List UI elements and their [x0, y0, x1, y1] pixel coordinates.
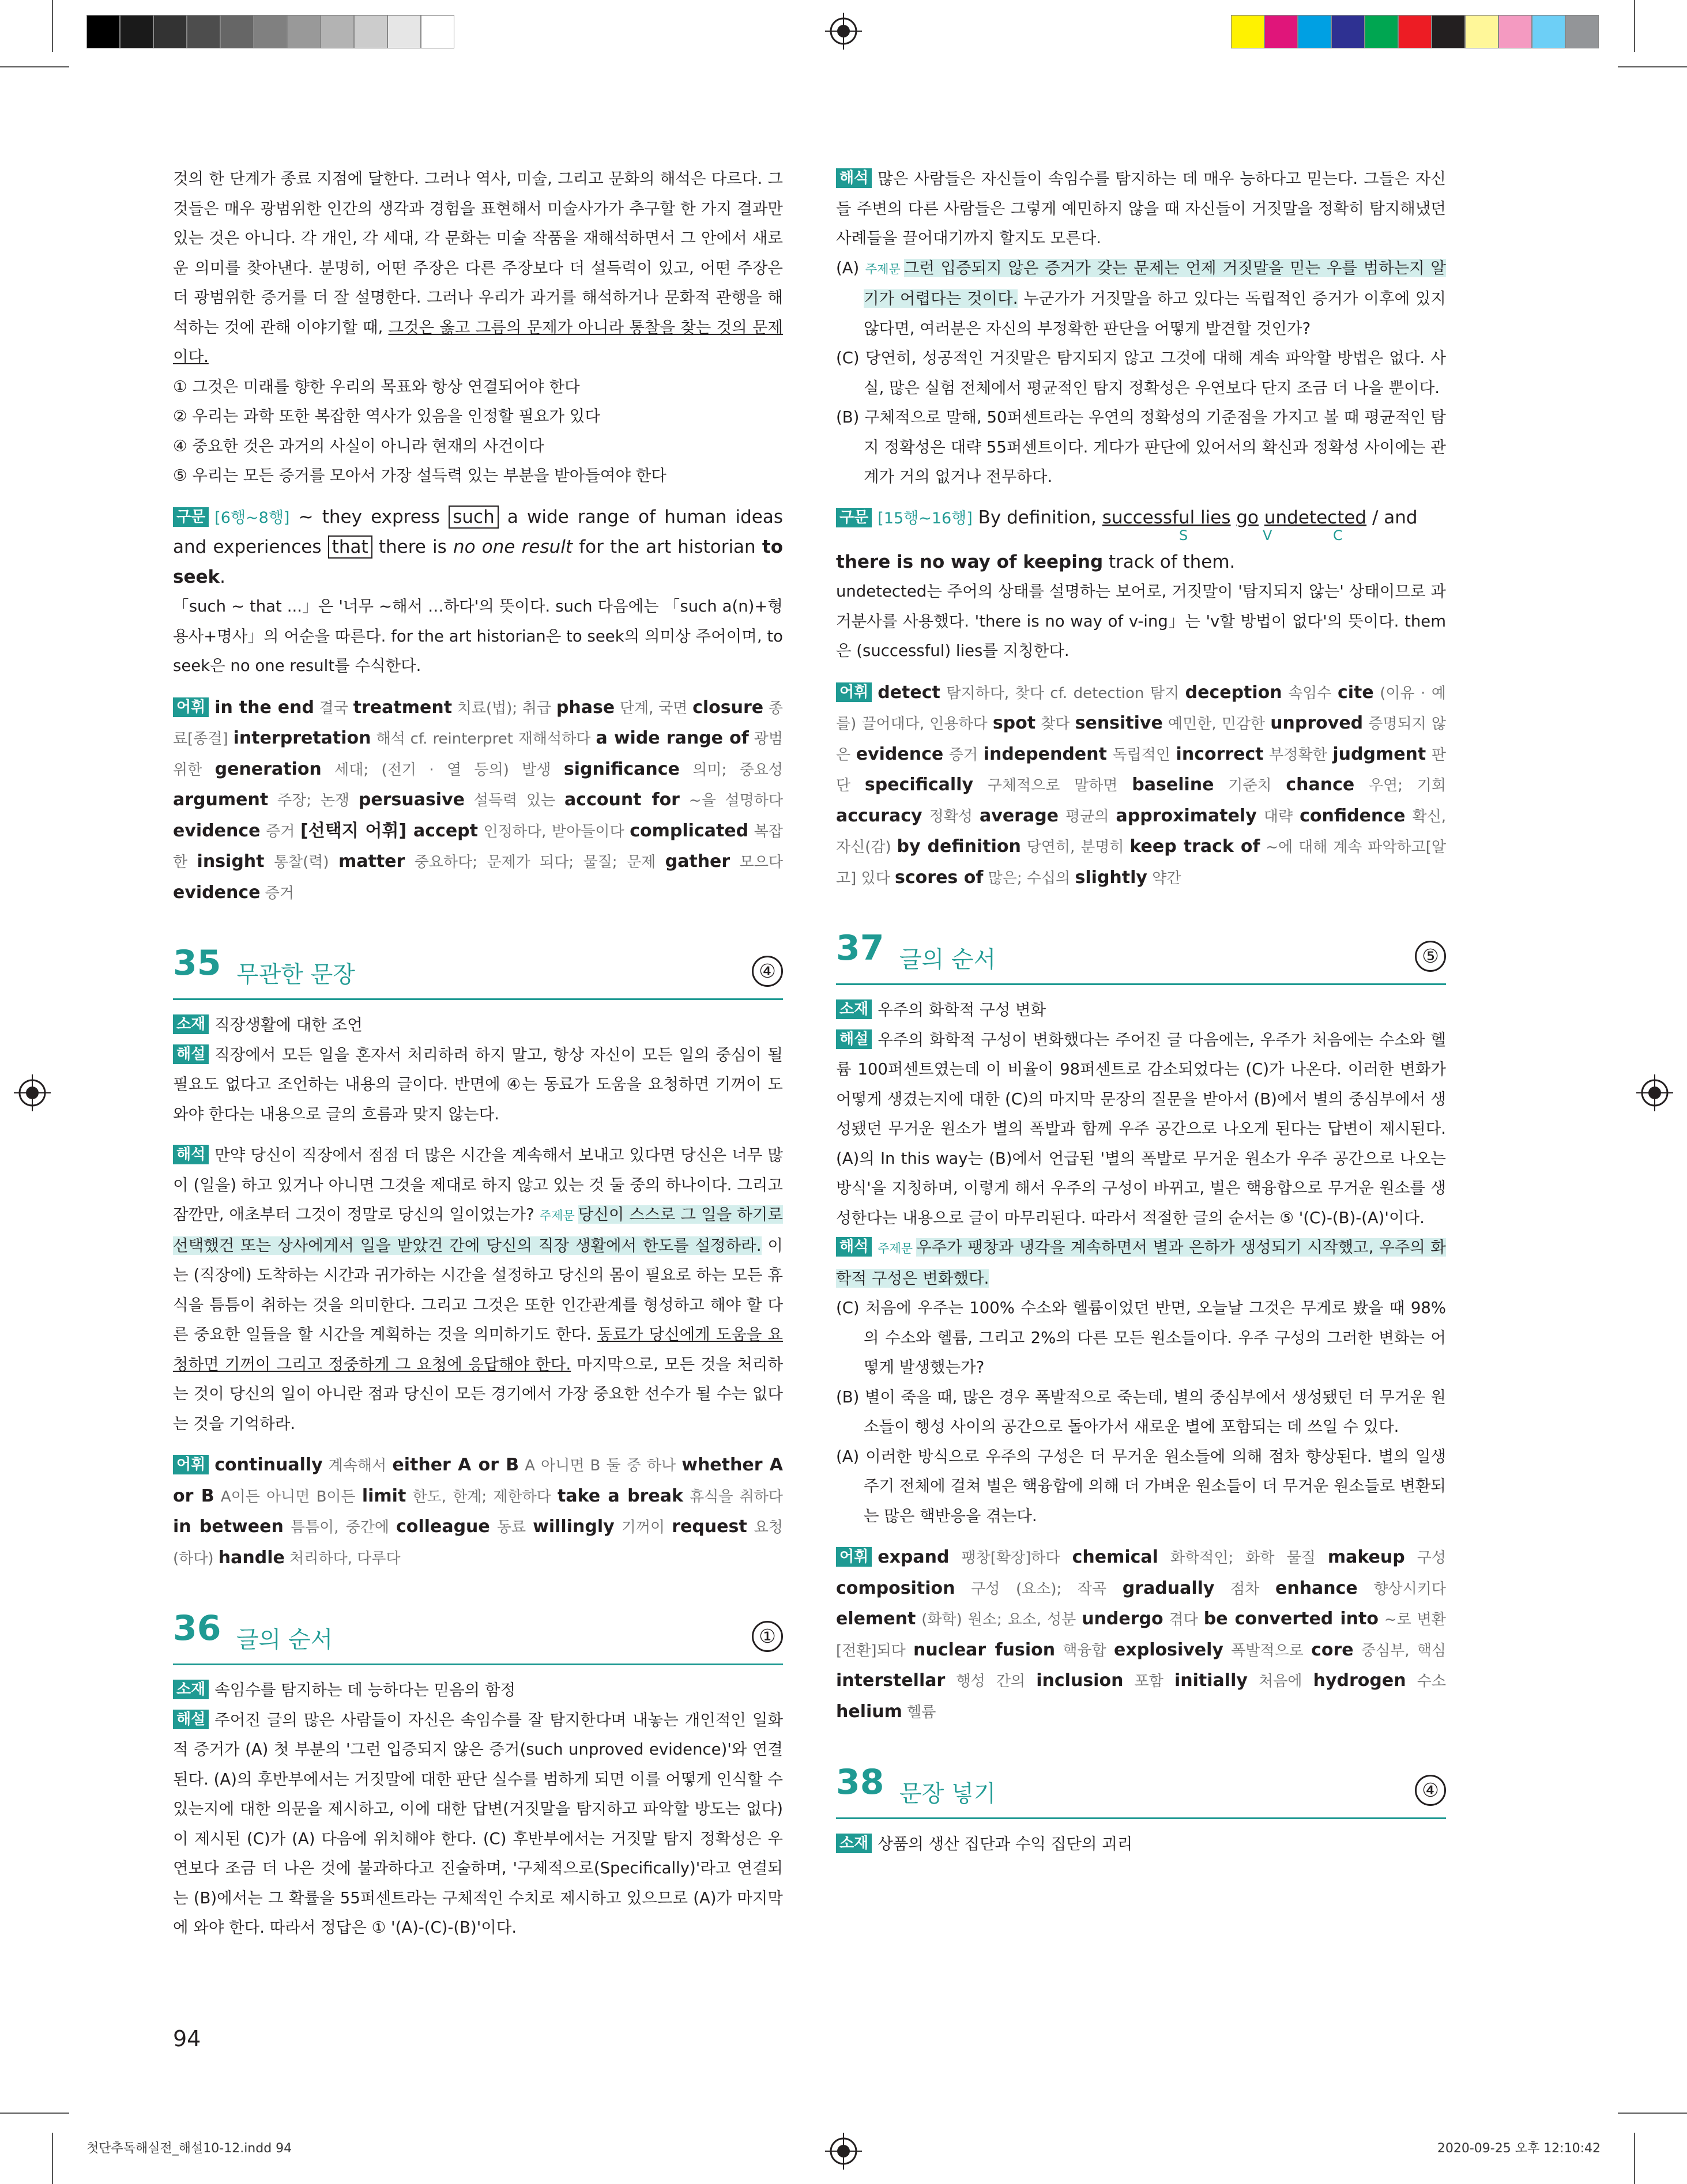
- explanation-paragraph: 해설 직장에서 모든 일을 혼자서 처리하려 하지 말고, 항상 자신이 모든 일의 중심이 될 필요도 없다고 조언하는 내용의 글이다. 반면에 ④는 동료가 도움을 요청하면 기꺼이 도와야 한다는 내용으로 글의 흐름과 맞지 않는다.: [173, 1045, 783, 1123]
- vocab-gloss: 증명되지 않은: [836, 715, 1446, 764]
- vocab-gloss: A 아니면 B 둘 중 하나: [519, 1457, 682, 1474]
- vocab-gloss: 틈틈이, 중간에: [283, 1519, 397, 1536]
- answer-badge: ⑤: [1415, 941, 1446, 972]
- answer-option: ⑤ 우리는 모든 증거를 모아서 가장 설득력 있는 부분을 받아들여야 한다: [173, 466, 666, 485]
- vocab-gloss: 대략: [1256, 808, 1300, 825]
- vocab-term: account for: [564, 790, 680, 810]
- section-number: 36: [173, 1608, 221, 1649]
- vocab-term: average: [980, 805, 1059, 826]
- color-swatch: [321, 15, 354, 48]
- intro-paragraph: 것의 한 단계가 종료 지점에 달한다. 그러나 역사, 미술, 그리고 문화의 해석은 다르다. 그것들은 매우 광범위한 인간의 생각과 경험을 표현해서 미술사가가 추구할 한 가지 결과만 있는 것은 아니다. 각 개인, 각 세대, 각 문화는 미술 작품을 재해석하면서 그 안에서 새로운 의미를 찾아낸다. 분명히, 어떤 주장은 다른 주장보다 더 설득력이 있고, 어떤 주장은 더 광범위한 증거를 더 잘 설명한다. 그러나 우리가 과거를 해석하거나 문화적 관행을 해석하는 것에 관해 이야기할 때, 그것은 옳고 그름의 문제가 아니라 통찰을 찾는 것의 문제이다.: [173, 169, 783, 366]
- vocab-gloss: 주장; 논쟁: [268, 792, 359, 809]
- section-title: 문장 넣기: [899, 1781, 996, 1807]
- vocab-term: generation: [214, 759, 322, 779]
- crop-mark: [0, 2113, 69, 2114]
- vocab-term: independent: [983, 744, 1107, 764]
- vocab-term: take a break: [558, 1485, 683, 1506]
- vocab-gloss: (이유 · 예를) 끌어대다, 인용하다: [836, 684, 1446, 733]
- option-paragraph: (C) 처음에 우주는 100% 수소와 헬륨이었던 반면, 오늘날 그것은 무게로 봤을 때 98%의 수소와 헬륨, 그리고 2%의 다른 모든 원소들이다. 우주 구성의 그러한 변화는 어떻게 발생했는가?: [836, 1299, 1446, 1376]
- vocab-gloss: 우연; 기회: [1354, 777, 1446, 794]
- vocab-term: request: [672, 1517, 747, 1537]
- vocab-gloss: 탐지하다, 찾다 cf. detection 탐지: [940, 684, 1185, 702]
- registration-mark-icon: [825, 2133, 862, 2170]
- vocab-term: complicated: [630, 820, 749, 841]
- section-title: 글의 순서: [899, 946, 996, 973]
- vocab-term: keep track of: [1129, 836, 1260, 857]
- grammar-markers: S V C: [1179, 527, 1343, 544]
- registration-mark-icon: [14, 1074, 51, 1111]
- vocab-gloss: 구체적으로 말하면: [973, 777, 1132, 794]
- vocab-term: evidence: [856, 744, 944, 764]
- color-swatch: [287, 15, 321, 48]
- translation-paragraph: 해석 주제문 우주가 팽창과 냉각을 계속하면서 별과 은하가 생성되기 시작했고, 우주의 화학적 구성은 변화했다.: [836, 1238, 1446, 1288]
- answer-badge: ④: [752, 956, 783, 987]
- topic-line: 소재 우주의 화학적 구성 변화: [836, 995, 1446, 1025]
- color-swatch: [153, 15, 187, 48]
- vocab-gloss: 향상시키다: [1357, 1580, 1446, 1598]
- vocab-term: matter: [338, 851, 405, 872]
- color-swatch: [1498, 15, 1532, 48]
- vocab-gloss: ~을 설명하다: [679, 792, 783, 809]
- vocab-gloss: 세대; (전기 · 열 등의) 발생: [321, 761, 564, 779]
- color-swatch: [1432, 15, 1465, 48]
- color-swatch: [86, 15, 120, 48]
- vocab-gloss: A이든 아니면 B이든: [214, 1488, 362, 1506]
- vocab-gloss: 판단: [836, 746, 1446, 794]
- answer-option: ② 우리는 과학 또한 복잡한 역사가 있음을 인정할 필요가 있다: [173, 407, 600, 425]
- vocab-gloss: 해석 cf. reinterpret 재해석하다: [371, 730, 596, 748]
- vocab-term: insight: [197, 851, 265, 872]
- vocab-gloss: 휴식을 취하다: [683, 1488, 783, 1506]
- topic-line: 소재 직장생활에 대한 조언: [173, 1010, 783, 1040]
- vocab-term: phase: [556, 697, 615, 718]
- color-swatch: [387, 15, 421, 48]
- color-swatch: [1298, 15, 1331, 48]
- vocab-gloss: 평균의: [1059, 808, 1116, 825]
- vocab-gloss: 처음에: [1247, 1673, 1313, 1690]
- vocab-gloss: 화학적인; 화학 물질: [1158, 1549, 1328, 1567]
- vocab-gloss: 중요하다; 문제가 되다; 물질; 문제: [405, 854, 665, 871]
- vocab-gloss: 점차: [1214, 1580, 1275, 1598]
- crop-mark: [1618, 66, 1687, 67]
- color-swatch: [1331, 15, 1365, 48]
- vocab-gloss: (화학) 원소; 요소, 성분: [916, 1611, 1082, 1628]
- vocab-term: treatment: [353, 697, 453, 718]
- option-paragraph: (C) 당연히, 성공적인 거짓말은 탐지되지 않고 그것에 대해 계속 파악할 방법은 없다. 사실, 많은 실험 전체에서 평균적인 탐지 정확성은 우연보다 단지 조금 더 나을 뿐이다.: [836, 349, 1446, 397]
- vocab-term: argument: [173, 790, 269, 810]
- vocab-term: in the end: [214, 697, 314, 718]
- vocab-gloss: 구성 (요소); 작곡: [955, 1580, 1123, 1598]
- vocab-gloss: 구성: [1404, 1549, 1446, 1567]
- vocab-gloss: 광범위한: [173, 730, 784, 779]
- section-title: 무관한 문장: [236, 961, 355, 988]
- vocab-term: gradually: [1122, 1578, 1215, 1598]
- vocab-term: evidence: [173, 882, 261, 903]
- vocab-term: element: [836, 1609, 916, 1629]
- vocab-term: handle: [218, 1547, 285, 1568]
- vocab-term: inclusion: [1036, 1670, 1124, 1691]
- vocab-term: be converted into: [1203, 1609, 1379, 1629]
- crop-mark: [1634, 2133, 1635, 2184]
- vocab-gloss: 요청(하다): [173, 1519, 784, 1567]
- vocab-term: slightly: [1075, 867, 1147, 888]
- vocab-gloss: 단계, 국면: [615, 699, 693, 717]
- section-header-38: [836, 1762, 1446, 1819]
- vocab-gloss: 당연히, 분명히: [1021, 839, 1130, 856]
- footer-timestamp: 2020-09-25 오후 12:10:42: [1437, 2141, 1601, 2156]
- vocabulary-list: 어휘 in the end 결국 treatment 치료(법); 취급 phase 단계, 국면 closure 종료[종결] interpretation 해석 cf. reinterpret 재해석하다 a wide range of 광범위한 generation 세대; (전기 · 열 등의) 발생 significance 의미; 중요성 argument 주장; 논쟁 persuasive 설득력 있는 account for ~을 설명하다 evidence 증거 [선택지 어휘] accept 인정하다, 받아들이다 complicated 복잡한 insight 통찰(력) matter 중요하다; 문제가 되다; 물질; 문제 gather 모으다 evidence 증거: [173, 697, 784, 903]
- topic-line: 소재 상품의 생산 집단과 수익 집단의 괴리: [836, 1830, 1446, 1859]
- vocab-gloss: 기준치: [1214, 777, 1286, 794]
- vocab-term: by definition: [897, 836, 1021, 857]
- vocab-gloss: 독립적인: [1106, 746, 1176, 764]
- vocab-gloss: 확신, 자신(감): [836, 808, 1446, 856]
- vocab-gloss: 한도, 한계; 제한하다: [406, 1488, 558, 1506]
- option-paragraph: (A) 이러한 방식으로 우주의 구성은 더 무거운 원소들에 의해 점차 향상된다. 별의 일생 주기 전체에 걸쳐 별은 핵융합에 의해 더 가벼운 원소들이 더 무거운 원소들로 변환되는 많은 핵반응을 겪는다.: [836, 1447, 1446, 1525]
- answer-badge: ④: [1415, 1775, 1446, 1806]
- vocab-gloss: 의미; 중요성: [679, 761, 783, 779]
- vocab-gloss: 기꺼이: [614, 1519, 672, 1536]
- vocabulary-list: 어휘 expand 팽창[확장]하다 chemical 화학적인; 화학 물질 makeup 구성 composition 구성 (요소); 작곡 gradually 점차 enhance 향상시키다 element (화학) 원소; 요소, 성분 undergo 겪다 be converted into ~로 변환[전환]되다 nuclear fusion 핵융합 explosively 폭발적으로 core 중심부, 핵심 interstellar 행성 간의 inclusion 포함 initially 처음에 hydrogen 수소 helium 헬륨: [836, 1547, 1447, 1722]
- section-title: 글의 순서: [236, 1627, 333, 1653]
- section-number: 35: [173, 943, 221, 983]
- registration-mark-icon: [825, 13, 862, 50]
- explanation-paragraph: 해설 우주의 화학적 구성이 변화했다는 주어진 글 다음에는, 우주가 처음에는 수소와 헬륨 100퍼센트였는데 이 비율이 98퍼센트로 감소되었다는 (C)가 나온다. 이러한 변화가 어떻게 생겼는지에 대한 (C)의 마지막 문장의 질문을 받아서 (B)에서 별의 중심부에서 생성됐던 무거운 원소가 별의 폭발과 함께 우주 공간으로 나오게 된다는 답변이 제시된다. (A)의 In this way는 (B)에서 언급된 '별의 폭발로 무거운 원소가 우주 공간으로 나오는 방식'을 지칭하며, 이렇게 해서 우주의 구성이 바뀌고, 별은 핵융합으로 무거운 원소를 생성한다는 내용으로 글이 마무리된다. 따라서 적절한 글의 순서는 ⑤ '(C)-(B)-(A)'이다.: [836, 1030, 1446, 1227]
- crop-mark: [52, 2133, 53, 2184]
- vocab-term: accuracy: [836, 805, 922, 826]
- color-swatch: [187, 15, 220, 48]
- vocab-gloss: 약간: [1147, 869, 1181, 887]
- color-swatch: [254, 15, 287, 48]
- vocab-gloss: 행성 간의: [945, 1673, 1037, 1690]
- crop-mark: [1618, 2113, 1687, 2114]
- vocab-term: continually: [214, 1455, 323, 1475]
- vocab-gloss: 속임수: [1282, 684, 1338, 702]
- vocab-gloss: 결국: [314, 699, 353, 717]
- topic-line: 소재 속임수를 탐지하는 데 능하다는 믿음의 함정: [173, 1676, 783, 1706]
- option-paragraph: (B) 구체적으로 말해, 50퍼센트라는 우연의 정확성의 기준점을 가지고 볼 때 평균적인 탐지 정확성은 대략 55퍼센트이다. 게다가 판단에 있어서의 확신과 정확성 사이에는 관계가 거의 없거나 전무하다.: [836, 408, 1446, 486]
- vocab-term: confidence: [1300, 805, 1406, 826]
- vocab-term: explosively: [1114, 1639, 1223, 1660]
- vocab-term: makeup: [1327, 1547, 1405, 1567]
- crop-mark: [1634, 0, 1635, 52]
- vocab-term: chemical: [1072, 1547, 1158, 1567]
- vocabulary-list: 어휘 continually 계속해서 either A or B A 아니면 B 둘 중 하나 whether A or B A이든 아니면 B이든 limit 한도, 한계; 제한하다 take a break 휴식을 취하다 in between 틈틈이, 중간에 colleague 동료 willingly 기꺼이 request 요청(하다) handle 처리하다, 다루다: [173, 1455, 784, 1568]
- vocab-gloss: 핵융합: [1055, 1642, 1114, 1659]
- translation-paragraph: 해석 많은 사람들은 자신들이 속임수를 탐지하는 데 매우 능하다고 믿는다. 그들은 자신들 주변의 다른 사람들은 그렇게 예민하지 않을 때 자신들이 거짓말을 정확히 탐지해냈던 사례들을 끌어대기까지 할지도 모른다.: [836, 169, 1446, 247]
- vocab-gloss: 모으다: [730, 854, 783, 871]
- vocab-term: spot: [992, 713, 1036, 733]
- vocab-gloss: 설득력 있는: [465, 792, 565, 809]
- section-header-36: [173, 1608, 783, 1665]
- color-swatch: [120, 15, 153, 48]
- vocab-term: enhance: [1275, 1578, 1358, 1598]
- color-swatch: [1398, 15, 1432, 48]
- vocab-term: a wide range of: [596, 728, 749, 748]
- vocab-term: unproved: [1270, 713, 1364, 733]
- section-header-37: [836, 928, 1446, 985]
- vocab-gloss: 많은; 수십의: [983, 869, 1075, 887]
- vocab-term: chance: [1286, 775, 1355, 795]
- vocab-term: initially: [1174, 1670, 1248, 1691]
- color-swatch: [220, 15, 254, 48]
- syntax-note: 구문 [6행~8행] ~ they express such a wide range of human ideas and experiences that there is no one result for the art historian to seek.: [173, 506, 784, 587]
- syntax-note-continued: there is no way of keeping track of them.: [836, 551, 1236, 572]
- vocab-gloss: 계속해서: [322, 1457, 393, 1474]
- vocab-term: colleague: [396, 1517, 490, 1537]
- answer-badge: ①: [752, 1621, 783, 1652]
- vocab-term: core: [1311, 1639, 1354, 1660]
- vocab-term: [선택지 어휘] accept: [300, 820, 478, 841]
- section-number: 37: [836, 928, 884, 968]
- section-number: 38: [836, 1762, 884, 1802]
- color-swatch: [1231, 15, 1264, 48]
- vocab-term: nuclear fusion: [913, 1639, 1056, 1660]
- vocab-term: willingly: [533, 1517, 615, 1537]
- vocab-term: significance: [563, 759, 680, 779]
- vocab-gloss: 치료(법); 취급: [452, 699, 556, 717]
- vocab-gloss: ~로 변환[전환]되다: [836, 1611, 1447, 1659]
- color-swatch: [1465, 15, 1498, 48]
- color-swatch: [1565, 15, 1599, 48]
- syntax-note: 구문 [15행~16행] By definition, successful lies go undetected / and: [836, 504, 1446, 533]
- left-column: [173, 164, 783, 1943]
- syntax-explanation: undetected는 주어의 상태를 설명하는 보어로, 거짓말이 '탐지되지 않는' 상태이므로 과거분사를 사용했다. 'there is no way of v-ing」는 'v할 방법이 없다'의 뜻이다. them은 (successful) lies를 지칭한다.: [836, 582, 1446, 660]
- grayscale-color-bar: [86, 15, 454, 48]
- vocab-gloss: 찾다: [1035, 715, 1075, 733]
- vocab-gloss: 정확성: [922, 808, 980, 825]
- vocab-gloss: 겪다: [1163, 1611, 1204, 1628]
- vocab-gloss: 처리하다, 다루다: [284, 1549, 401, 1567]
- vocab-term: interpretation: [233, 728, 371, 748]
- color-swatch: [354, 15, 387, 48]
- footer-filename: 첫단추독해실전_해설10-12.indd 94: [86, 2141, 292, 2156]
- vocab-term: whether A or B: [173, 1455, 783, 1506]
- page-number: 94: [173, 2026, 201, 2051]
- vocab-gloss: 종료[종결]: [173, 699, 783, 748]
- vocab-gloss: 인정하다, 받아들이다: [477, 823, 630, 840]
- right-column: [836, 164, 1446, 1859]
- vocab-gloss: 부정확한: [1263, 746, 1333, 764]
- vocab-term: approximately: [1116, 805, 1257, 826]
- vocab-term: expand: [878, 1547, 950, 1567]
- vocab-gloss: 증거: [260, 884, 294, 902]
- vocab-term: judgment: [1332, 744, 1426, 764]
- vocab-term: composition: [836, 1578, 955, 1598]
- vocab-gloss: 수소: [1406, 1673, 1446, 1690]
- vocab-term: interstellar: [836, 1670, 946, 1691]
- color-swatch: [1365, 15, 1398, 48]
- syntax-explanation: 「such ~ that ...」은 '너무 ~해서 …하다'의 뜻이다. such 다음에는 「such a(n)+형용사+명사」의 어순을 따른다. for the art historian은 to seek의 의미상 주어이며, to seek은 no one result를 수식한다.: [173, 597, 783, 675]
- vocab-term: limit: [362, 1485, 406, 1506]
- vocab-gloss: 증거: [943, 746, 984, 764]
- vocab-gloss: 헬륨: [902, 1703, 936, 1721]
- vocab-term: incorrect: [1176, 744, 1264, 764]
- crop-mark: [52, 0, 53, 52]
- vocab-gloss: 통찰(력): [264, 854, 338, 871]
- color-swatch: [421, 15, 454, 48]
- vocab-term: scores of: [895, 867, 984, 888]
- vocab-gloss: 폭발적으로: [1223, 1642, 1312, 1659]
- explanation-paragraph: 해설 주어진 글의 많은 사람들이 자신은 속임수를 잘 탐지한다며 내놓는 개인적인 일화적 증거가 (A) 첫 부분의 '그런 입증되지 않은 증거(such unproved evidence)'와 연결된다. (A)의 후반부에서는 거짓말에 대한 판단 실수를 범하게 되면 이를 어떻게 인식할 수 있는지에 대한 의문을 제시하고, 이에 대한 답변(거짓말을 탐지하고 파악할 방도는 없다)이 제시된 (C)가 (A) 다음에 위치해야 한다. (C) 후반부에서는 거짓말 탐지 정확성은 우연보다 조금 더 나은 것에 불과하다고 진술하며, '구체적으로(Specifically)'라고 연결되는 (B)에서는 그 확률을 55퍼센트라는 구체적인 수치로 제시하고 있으므로 (A)가 마지막에 와야 한다. 따라서 정답은 ① '(A)-(C)-(B)'이다.: [173, 1710, 783, 1937]
- option-paragraph: (B) 별이 죽을 때, 많은 경우 폭발적으로 죽는데, 별의 중심부에서 생성됐던 더 무거운 원소들이 행성 사이의 공간으로 돌아가서 새로운 별에 포함되는 데 쓰일 수 있다.: [836, 1387, 1446, 1436]
- section-header-35: [173, 943, 783, 1000]
- vocab-gloss: 복잡한: [173, 823, 784, 871]
- vocab-term: deception: [1185, 682, 1282, 703]
- vocabulary-list: 어휘 detect 탐지하다, 찾다 cf. detection 탐지 deception 속임수 cite (이유 · 예를) 끌어대다, 인용하다 spot 찾다 sensitive 예민한, 민감한 unproved 증명되지 않은 evidence 증거 independent 독립적인 incorrect 부정확한 judgment 판단 specifically 구체적으로 말하면 baseline 기준치 chance 우연; 기회 accuracy 정확성 average 평균의 approximately 대략 confidence 확신, 자신(감) by definition 당연히, 분명히 keep track of ~에 대해 계속 파악하고[알고] 있다 scores of 많은; 수십의 slightly 약간: [836, 682, 1446, 888]
- vocab-term: specifically: [864, 775, 974, 795]
- color-swatch: [1532, 15, 1565, 48]
- vocab-term: detect: [878, 682, 940, 703]
- answer-option: ④ 중요한 것은 과거의 사실이 아니라 현재의 사건이다: [173, 436, 544, 455]
- vocab-term: either A or B: [392, 1455, 519, 1475]
- vocab-term: helium: [836, 1701, 902, 1722]
- vocab-term: baseline: [1132, 775, 1214, 795]
- option-paragraph: (A) 주제문 그런 입증되지 않은 증거가 갖는 문제는 언제 거짓말을 믿는 우를 범하는지 알기가 어렵다는 것이다. 누군가가 거짓말을 하고 있다는 독립적인 증거가 이후에 있지 않다면, 여러분은 자신의 부정확한 판단을 어떻게 발견할 것인가?: [836, 258, 1447, 338]
- vocab-term: evidence: [173, 820, 261, 841]
- translation-paragraph: 해석 만약 당신이 직장에서 점점 더 많은 시간을 계속해서 보내고 있다면 당신은 너무 많이 (일을) 하고 있거나 아니면 그것을 제대로 하지 않고 있는 것 둘 중의 하나이다. 그리고 잠깐만, 애초부터 그것이 정말로 당신의 일이었는가? 주제문 당신이 스스로 그 일을 하기로 선택했건 또는 상사에게서 일을 받았건 간에 당신의 직장 생활에서 한도를 설정하라. 이는 (직장에) 도착하는 시간과 귀가하는 시간을 설정하고 당신의 몸이 필요로 하는 모든 휴식을 틈틈이 취하는 것을 의미한다. 그리고 그것은 또한 인간관계를 형성하고 해야 할 다른 중요한 일들을 할 시간을 계획하는 것을 의미하기도 한다. 동료가 당신에게 도움을 요청하면 기꺼이 그리고 정중하게 그 요청에 응답해야 한다. 마지막으로, 모든 것을 처리하는 것이 당신의 일이 아니란 점과 당신이 모든 경기에서 가장 중요한 선수가 될 수는 없다는 것을 기억하라.: [173, 1146, 783, 1433]
- color-swatch: [1264, 15, 1298, 48]
- crop-mark: [0, 66, 69, 67]
- vocab-term: hydrogen: [1313, 1670, 1406, 1691]
- vocab-term: closure: [692, 697, 764, 718]
- vocab-gloss: 예민한, 민감한: [1162, 715, 1271, 733]
- vocab-term: in between: [173, 1517, 284, 1537]
- vocab-gloss: 중심부, 핵심: [1353, 1642, 1446, 1659]
- vocab-gloss: ~에 대해 계속 파악하고[알고] 있다: [836, 839, 1446, 887]
- vocab-gloss: 증거: [260, 823, 301, 840]
- vocab-term: persuasive: [358, 790, 465, 810]
- vocab-term: undergo: [1082, 1609, 1163, 1629]
- registration-mark-icon: [1636, 1074, 1673, 1111]
- vocab-gloss: 포함: [1123, 1673, 1174, 1690]
- cmyk-color-bar: [1231, 15, 1599, 48]
- vocab-term: gather: [665, 851, 730, 872]
- vocab-term: sensitive: [1075, 713, 1163, 733]
- answer-option: ① 그것은 미래를 향한 우리의 목표와 항상 연결되어야 한다: [173, 377, 580, 396]
- vocab-gloss: 동료: [489, 1519, 533, 1536]
- vocab-term: cite: [1337, 682, 1374, 703]
- vocab-gloss: 팽창[확장]하다: [949, 1549, 1072, 1567]
